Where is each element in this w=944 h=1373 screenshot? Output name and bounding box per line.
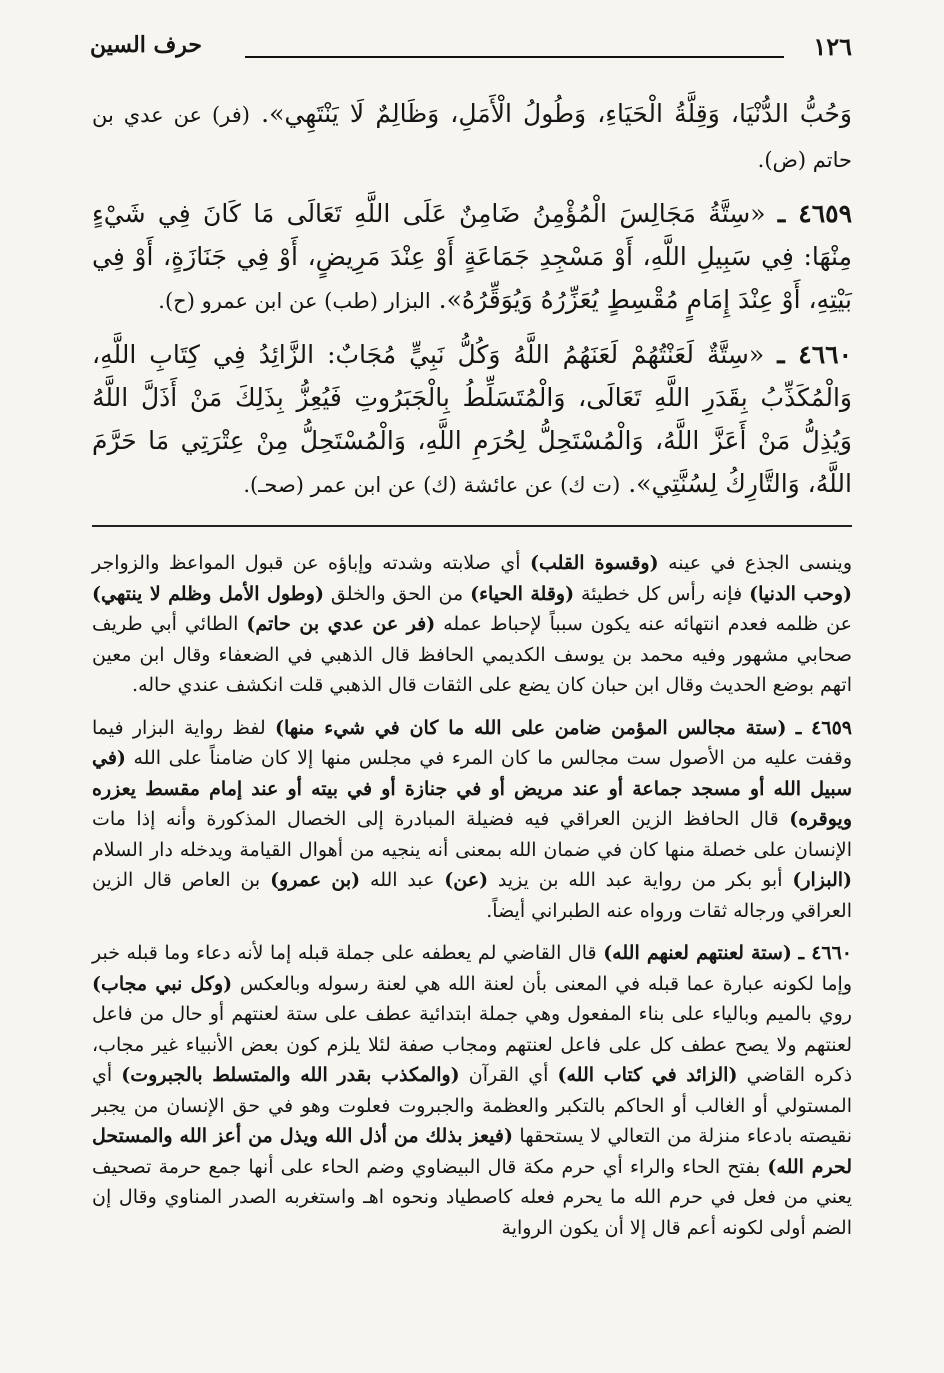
hadith-body: وَحُبُّ الدُّنْيَا، وَقِلَّةُ الْحَيَاءِ، وَطُولُ الْأَمَلِ، وَظَالِمٌ لَا يَنْتَهِي». [261, 99, 853, 128]
hadith-source: البزار (طب) عن ابن عمرو (ح). [158, 289, 431, 313]
commentary-paragraph [92, 938, 852, 1243]
commentary-text-run: أي المستولي أو الغالب أو الحاكم بالتكبر والعظمة والجبروت فعلوت وهو في حق الإنسان من يجبر نقيصته بادعاء منزلة من التعالي لا يستحقها [92, 1064, 852, 1147]
commentary-text-run: قال القاضي لم يعطفه على جملة قبله إما لأنه دعاء وما قبله خبر وإما لكونه عبارة عما قبله في المعنى بأن لعنة الله هي لعنة رسوله وبالعكس [92, 942, 852, 995]
quoted-phrase: (وقلة الحياء) [470, 582, 575, 605]
quoted-phrase: (ستة مجالس المؤمن ضامن على الله ما كان في شيء منها) [274, 716, 787, 739]
hadith-text [92, 92, 852, 517]
commentary-text-run: عن ظلمه فعدم انتهائه عنه يكون سبباً لإحباط عمله [443, 613, 852, 635]
quoted-phrase: (ستة لعنتهم لعنهم الله) [603, 942, 792, 964]
quoted-phrase: (في سبيل الله أو مسجد جماعة أو عند مريض أو في جنازة أو في بيته أو عند إمام مقسط يعزره ويوقره) [92, 747, 852, 830]
commentary-paragraph [92, 548, 852, 701]
quoted-phrase: (وحب الدنيا) [749, 582, 852, 605]
hadith-body: «سِتَّةُ مَجَالِسَ الْمُؤْمِنُ ضَامِنٌ عَلَى اللَّهِ تَعَالَى مَا كَانَ فِي شَيْءٍ مِنْهَا: فِي سَبِيلِ اللَّهِ، أَوْ مَسْجِدِ جَمَاعَةٍ أَوْ عِنْدَ مَرِيضٍ، أَوْ فِي جَنَازَةٍ، أَوْ فِي بَيْتِهِ، أَوْ عِنْدَ إِمَامٍ مُقْسِطٍ يُعَزِّرُهُ وَيُوَقِّرُهُ». [92, 199, 852, 314]
commentary-text-run: روي بالميم وبالياء على بناء المفعول وهي جملة ابتدائية عطف على ستة لعنتهم أو حال من فاعل لعنتهم ولا يصح عطف كل على فاعل لعنتهم ومجاب صفة لئلا يلزم كون بعض الأنبياء غير مجاب، ذكره القاضي [92, 1003, 853, 1086]
commentary-text-run: لفظ رواية البزار فيما وقفت عليه من الأصول ست مجالس ما كان المرء في مجلس منها إلا كان ضامناً على الله [92, 716, 853, 769]
quoted-phrase: (فيعز بذلك من أذل الله ويذل من أعز الله والمستحل لحرم الله) [92, 1125, 853, 1178]
hadith-paragraph [92, 92, 852, 182]
commentary-paragraph [92, 713, 852, 927]
commentary-text-run: أي القرآن [468, 1064, 549, 1086]
header-rule [245, 56, 784, 58]
quoted-phrase: (وقسوة القلب) [529, 552, 659, 574]
chapter-title: حرف السين [90, 32, 203, 58]
commentary-text-run: قال الحافظ الزين العراقي فيه فضيلة المبادرة إلى الخصال المذكورة وأنه إذا مات الإنسان على خصلة منها كان في ضمان الله بمعنى أنه ينجيه من أهوال القيامة ويدخله دار السلام [92, 808, 852, 861]
quoted-phrase: (وطول الأمل وظلم لا ينتهي) [92, 582, 324, 605]
page-number: ١٢٦ [813, 32, 852, 61]
commentary-text-run: بن العاص قال الزين العراقي ورجاله ثقات ورواه عنه الطبراني أيضاً. [92, 869, 852, 922]
hadith-source: (ت ك) عن عائشة (ك) عن ابن عمر (صحـ). [243, 473, 621, 497]
quoted-phrase: (بن عمرو) [270, 869, 361, 891]
quoted-phrase: (الزائد في كتاب الله) [557, 1064, 738, 1086]
hadith-body: «سِتَّةٌ لَعَنْتُهُمْ لَعَنَهُمُ اللَّهُ وَكُلُّ نَبِيٍّ مُجَابٌ: الزَّائِدُ فِي كِتَابِ اللَّهِ، وَالْمُكَذِّبُ بِقَدَرِ اللَّهِ تَعَالَى، وَالْمُتَسَلِّطُ بِالْجَبَرُوتِ فَيُعِزُّ بِذَلِكَ مَنْ أَذَلَّ اللَّهُ وَيُذِلُّ مَنْ أَعَزَّ اللَّهُ، وَالْمُسْتَحِلُّ لِحُرَمِ اللَّهِ، وَالْمُسْتَحِلُّ مِنْ عِتْرَتِي مَا حَرَّمَ اللَّهُ، وَالتَّارِكُ لِسُنَّتِي». [92, 340, 852, 498]
commentary-text-run: من الحق والخلق [330, 582, 464, 605]
commentary-text-run: بفتح الحاء والراء أي حرم مكة قال البيضاوي وضم الحاء على أنها جمع حرمة تصحيف يعني من فعل في حرم الله ما يحرم فعله كاصطياد ونحوه اهـ واستغربه الصدر المناوي وقال إن الضم أولى لكونه أعم قال إلا أن يكون الرواية [92, 1155, 852, 1239]
commentary-text-run: الطائي أبي طريف صحابي مشهور وفيه محمد بن يوسف الكديمي الحافظ قال الذهبي في الضعفاء وقال ابن معين اتهم بوضع الحديث وقال ابن حبان كان يضع على الثقات قال الذهبي قلت انكشف عندي حاله. [92, 613, 852, 696]
commentary-text-run: أبو بكر من رواية عبد الله بن يزيد [497, 869, 783, 891]
commentary-text-run: أي صلابته وشدته وإباؤه عن قبول المواعظ والزواجر [92, 552, 521, 574]
commentary-text-run: وينسى الجذع في عينه [668, 552, 852, 574]
quoted-phrase: (وكل نبي مجاب) [92, 972, 233, 995]
commentary-number: ٤٦٦٠ ـ [798, 942, 853, 964]
commentary-number: ٤٦٥٩ ـ [795, 716, 852, 739]
quoted-phrase: (والمكذب بقدر الله والمتسلط بالجبروت) [121, 1064, 460, 1086]
commentary-text [92, 548, 852, 1255]
running-header [90, 30, 852, 70]
commentary-text-run: فإنه رأس كل خطيئة [581, 582, 743, 605]
hadith-number: ٤٦٥٩ ـ [777, 199, 853, 228]
hadith-number: ٤٦٦٠ ـ [777, 340, 853, 369]
commentary-text-run: عبد الله [370, 869, 435, 891]
quoted-phrase: (عن) [444, 869, 489, 891]
hadith-paragraph [92, 333, 852, 507]
hadith-paragraph [92, 192, 852, 323]
hadith-source: (فر) عن عدي بن حاتم (ض). [92, 103, 852, 172]
footnote-separator [92, 525, 852, 527]
quoted-phrase: (فر عن عدي بن حاتم) [246, 613, 436, 635]
quoted-phrase: (البزار) [792, 869, 853, 891]
